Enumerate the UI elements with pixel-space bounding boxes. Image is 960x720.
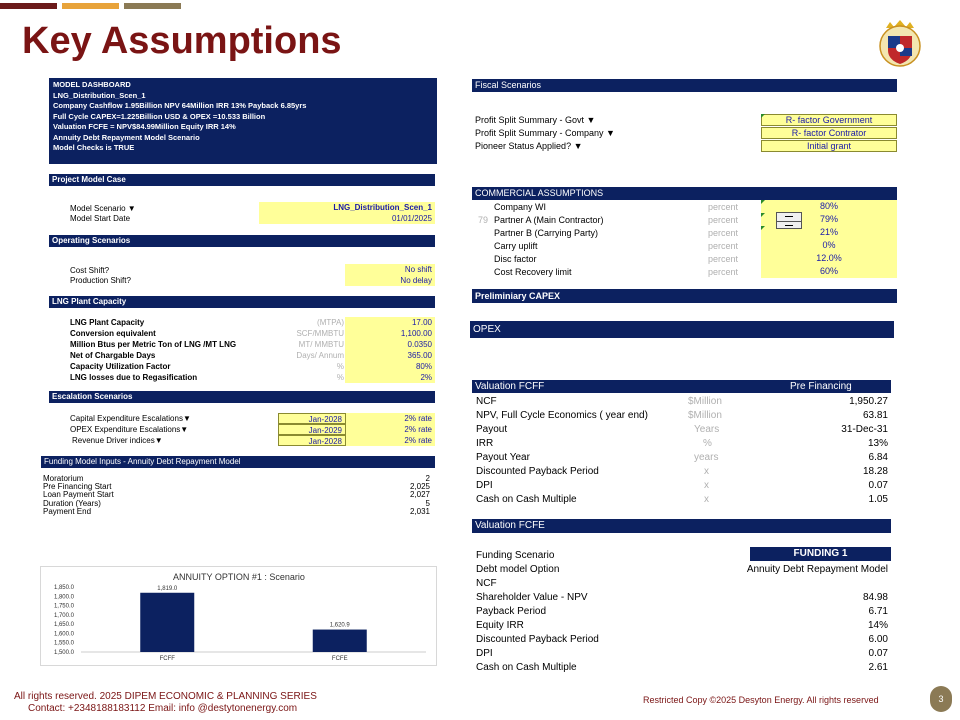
partner-spinner[interactable] [776,212,802,229]
cell-marker [761,114,765,118]
commercial-label: Partner A (Main Contractor) [494,215,604,225]
commercial-unit: percent [707,202,738,212]
fcfe-value: 0.07 [868,648,888,659]
fcff-value: 1.05 [868,494,888,505]
plant-row-label: LNG Plant Capacity [70,318,145,327]
fiscal-value[interactable]: R- factor Contrator [761,127,897,139]
fcff-value: 31-Dec-31 [841,424,888,435]
escalation-rate[interactable]: 2% rate [346,424,435,435]
commercial-value[interactable]: 80% [761,200,897,213]
fcff-value: 1,950.27 [849,396,888,407]
commercial-value[interactable]: 79% [761,213,897,226]
escalation-header: Escalation Scenarios [49,391,435,403]
escalation-label[interactable]: Capital Expenditure Escalations▼ [70,414,191,423]
dashboard-line: Full Cycle CAPEX=1.225Billion USD & OPEX =10.533 Billion [53,111,266,121]
cell-marker [761,200,765,204]
operating-header: Operating Scenarios [49,235,435,247]
commercial-unit: percent [707,254,738,264]
y-tick-label: 1,850.0 [53,585,74,591]
dashboard-line: Company Cashflow 1.95Billion NPV 64Million IRR 13% Payback 6.85yrs [53,101,307,110]
escalation-label[interactable]: OPEX Expenditure Escalations▼ [70,425,189,434]
escalation-date[interactable]: Jan-2028 [278,413,346,424]
opex-header: OPEX [470,321,894,338]
escalation-rate[interactable]: 2% rate [346,435,435,446]
spinner-divider [777,221,801,222]
deco-bar-2 [62,3,119,9]
commercial-label: Cost Recovery limit [494,267,572,277]
fcfe-value: 2.61 [868,662,888,673]
fcfe-label: DPI [476,648,493,659]
fcfe-label: Cash on Cash Multiple [476,662,577,673]
page-number-badge [930,686,952,712]
cell-marker [761,226,765,230]
dashboard-line: Model Checks is TRUE [53,143,135,152]
funding-input-value: 2,025 [409,482,430,491]
commercial-label: Partner B (Carrying Party) [494,228,599,238]
fcff-unit: Years [694,424,720,435]
fcfe-value: 6.71 [868,606,888,617]
fcfe-value: 84.98 [862,592,888,603]
bar-value-label: 1,819.0 [157,585,178,592]
commercial-label: Company WI [494,202,547,212]
production-shift-value[interactable]: No delay [345,275,435,286]
fcfe-value: 14% [867,620,888,631]
commercial-value[interactable]: 0% [761,239,897,252]
footer-contact: Contact: +2348188183112 Email: info @destytonenergy.com [28,703,298,714]
fcff-label: NPV, Full Cycle Economics ( year end) [476,410,648,421]
fcff-header-label: Valuation FCFF [475,381,545,392]
spinner-down-icon[interactable] [785,225,793,226]
annuity-chart-svg [41,567,438,667]
plant-row-unit: % [336,362,344,371]
commercial-value[interactable]: 21% [761,226,897,239]
fcff-unit: x [704,494,709,505]
fcfe-label: Shareholder Value - NPV [476,592,588,603]
x-tick-label: FCFF [159,656,175,662]
fcff-unit: x [704,466,709,477]
y-tick-label: 1,800.0 [53,594,74,601]
company-logo [874,18,926,70]
fcff-label: IRR [476,438,494,449]
plant-row-value[interactable]: 365.00 [345,350,435,361]
fiscal-value[interactable]: R- factor Government [761,114,897,126]
plant-row-unit: Days/ Annum [296,351,344,360]
escalation-date[interactable]: Jan-2029 [278,424,346,435]
fcff-label: DPI [476,480,493,491]
fcfe-value: Annuity Debt Repayment Model [746,564,888,575]
deco-bar-1 [0,3,57,9]
plant-row-value[interactable]: 80% [345,361,435,372]
model-start-date-value[interactable]: 01/01/2025 [259,213,435,224]
model-start-date-label: Model Start Date [70,214,131,223]
fcff-unit: $Million [688,396,722,407]
fcfe-label: Discounted Payback Period [476,634,599,645]
plant-row-label: Net of Chargable Days [70,351,156,360]
plant-row-label: LNG losses due to Regasification [70,373,198,382]
y-tick-label: 1,650.0 [53,622,74,629]
dashboard-line: LNG_Distribution_Scen_1 [53,90,146,100]
cell-marker [761,213,765,217]
commercial-label: Carry uplift [494,241,538,251]
fcfe-value: 6.00 [868,634,888,645]
fcff-value: 6.84 [868,452,888,463]
plant-row-label: Capacity Utilization Factor [70,362,171,371]
commercial-unit: percent [707,228,738,238]
y-tick-label: 1,550.0 [53,640,74,647]
fiscal-header: Fiscal Scenarios [472,79,897,92]
plant-row-value[interactable]: 17.00 [345,317,435,328]
commercial-label: Disc factor [494,254,537,264]
commercial-value[interactable]: 60% [761,265,897,278]
production-shift-label: Production Shift? [70,276,131,285]
commercial-unit: percent [707,267,738,277]
fcff-label: Discounted Payback Period [476,466,599,477]
x-tick-label: FCFE [331,656,348,662]
plant-row-unit: % [336,373,344,382]
bar-fcfe [313,630,367,652]
fcff-unit: % [703,438,712,449]
dashboard-line: MODEL DASHBOARD [53,80,131,89]
fcfe-label: Equity IRR [476,620,524,631]
commercial-unit: percent [707,241,738,251]
plant-row-unit: (MTPA) [317,318,344,327]
plant-row-value[interactable]: 2% [345,372,435,383]
y-tick-label: 1,700.0 [53,612,74,619]
escalation-rate[interactable]: 2% rate [346,413,435,424]
funding-input-label: Duration (Years) [43,499,101,508]
dashboard-line: Annuity Debt Repayment Model Scenario [53,132,200,142]
fcff-value: 63.81 [862,410,888,421]
fcff-header-right: Pre Financing [790,381,852,392]
funding-input-label: Loan Payment Start [43,490,114,499]
fiscal-value[interactable]: Initial grant [761,140,897,152]
page-title: Key Assumptions [22,20,342,62]
funding-input-label: Moratorium [43,474,84,483]
fiscal-label[interactable]: Profit Split Summary - Govt ▼ [475,115,596,125]
page-number: 3 [938,694,944,704]
y-tick-label: 1,600.0 [53,631,74,638]
project-case-header: Project Model Case [49,174,435,186]
funding-scenario-label: Funding Scenario [476,550,555,561]
funding-input-value: 2,031 [409,507,430,516]
fcff-value: 0.07 [868,480,888,491]
fcfe-header: Valuation FCFE [472,519,891,533]
capex-header: Preliminiary CAPEX [472,289,897,303]
plant-row-label: Million Btus per Metric Ton of LNG /MT LNG [70,340,237,349]
annuity-chart [40,566,437,666]
funding-scenario-value[interactable]: FUNDING 1 [750,547,891,561]
plant-header: LNG Plant Capacity [49,296,435,308]
plant-row-unit: MT/ MMBTU [298,340,344,349]
funding-input-value: 5 [425,499,430,508]
fcfe-label: NCF [476,578,497,589]
y-tick-label: 1,500.0 [53,650,74,656]
escalation-date[interactable]: Jan-2028 [278,435,346,446]
fcff-unit: years [694,452,719,463]
funding-inputs-header: Funding Model Inputs - Annuity Debt Repayment Model [41,456,435,468]
footer-restricted: Restricted Copy ©2025 Desyton Energy. All rights reserved [643,695,879,705]
cost-shift-label: Cost Shift? [70,266,110,275]
fiscal-label[interactable]: Profit Split Summary - Company ▼ [475,128,615,138]
fcff-value: 13% [867,438,888,449]
chart-title: ANNUITY OPTION #1 : Scenario [173,572,305,582]
model-dashboard [49,78,437,164]
funding-input-label: Pre Financing Start [43,482,112,491]
funding-input-label: Payment End [43,507,92,516]
plant-row-unit: SCF/MMBTU [296,329,344,338]
model-scenario-value[interactable]: LNG_Distribution_Scen_1 [259,202,435,213]
funding-input-value: 2 [425,474,430,483]
fcff-value: 18.28 [862,466,888,477]
fcff-header [472,380,891,393]
bar-value-label: 1,620.9 [329,622,350,629]
fcff-unit: x [704,480,709,491]
fcff-label: Payout Year [476,452,530,463]
funding-input-value: 2,027 [409,490,430,499]
plant-row-value[interactable]: 1,100.00 [345,328,435,339]
fcfe-label: Payback Period [476,606,547,617]
fcfe-label: Debt model Option [476,564,560,575]
fcff-label: Cash on Cash Multiple [476,494,577,505]
commercial-header: COMMERCIAL ASSUMPTIONS [472,187,897,200]
fcff-unit: $Million [688,410,722,421]
y-tick-label: 1,750.0 [53,603,74,610]
model-scenario-label[interactable]: Model Scenario ▼ [70,204,136,213]
plant-row-label: Conversion equivalent [70,329,156,338]
cost-shift-value[interactable]: No shift [345,264,435,275]
escalation-label[interactable]: Revenue Driver indices▼ [72,436,163,445]
row-number: 79 [478,215,489,225]
fcff-label: NCF [476,396,497,407]
fcff-label: Payout [476,424,508,435]
dashboard-line: Valuation FCFE = NPV$84.99Million Equity IRR 14% [53,122,236,131]
commercial-unit: percent [707,215,738,225]
plant-row-value[interactable]: 0.0350 [345,339,435,350]
deco-bar-3 [124,3,181,9]
footer-copyright: All rights reserved. 2025 DIPEM ECONOMIC & PLANNING SERIES [14,691,317,702]
fiscal-label[interactable]: Pioneer Status Applied? ▼ [475,141,583,151]
bar-fcff [140,593,194,652]
spinner-up-icon[interactable] [785,216,793,217]
commercial-value[interactable]: 12.0% [761,252,897,265]
